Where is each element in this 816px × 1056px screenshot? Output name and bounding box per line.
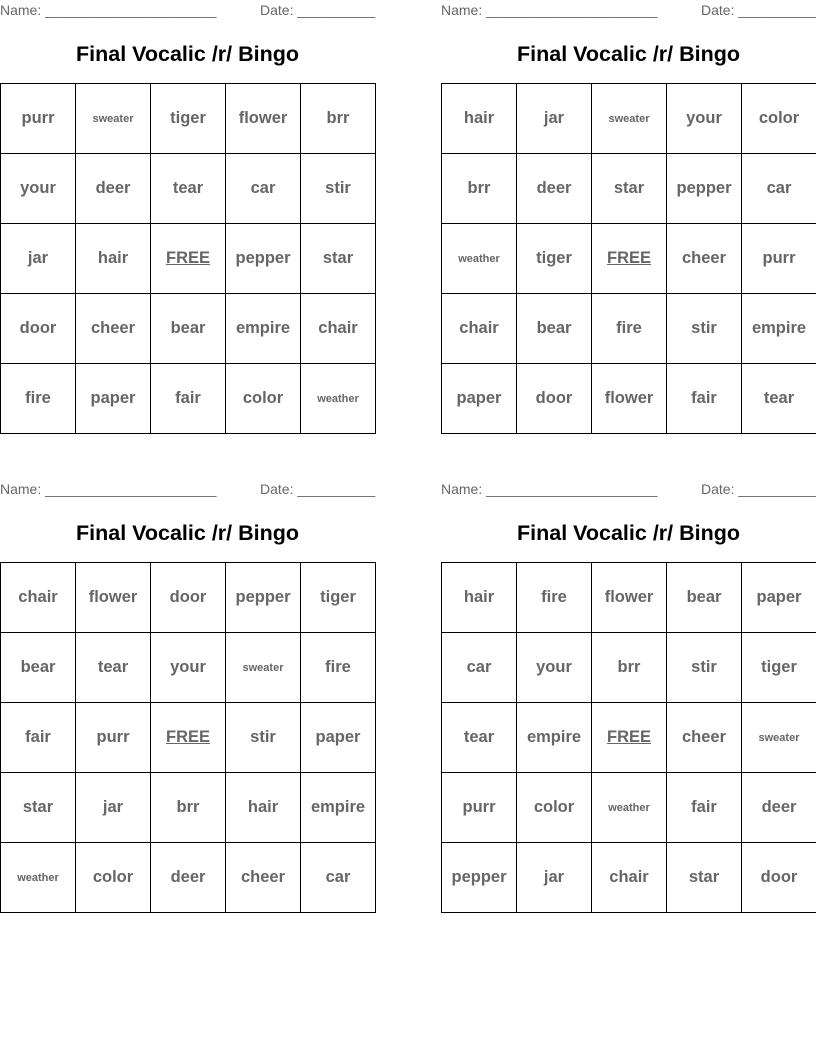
bingo-cell: weather <box>301 364 376 434</box>
bingo-row <box>1 294 376 364</box>
bingo-cell: chair <box>1 563 76 633</box>
bingo-row <box>1 154 376 224</box>
bingo-cell: bear <box>1 633 76 703</box>
bingo-cell: weather <box>592 773 667 843</box>
bingo-cell: paper <box>76 364 151 434</box>
name-field-label: Name: ______________________ <box>441 481 658 497</box>
bingo-cell: deer <box>151 843 226 913</box>
bingo-cell: purr <box>1 84 76 154</box>
bingo-cell: sweater <box>226 633 301 703</box>
bingo-cell: tiger <box>301 563 376 633</box>
bingo-cell: star <box>592 154 667 224</box>
bingo-grid <box>0 83 376 434</box>
bingo-row <box>1 703 376 773</box>
bingo-cell: deer <box>742 773 816 843</box>
bingo-row <box>1 563 376 633</box>
bingo-cell: deer <box>517 154 592 224</box>
bingo-cell: sweater <box>76 84 151 154</box>
card-header <box>441 481 816 499</box>
bingo-cell: tiger <box>742 633 816 703</box>
bingo-cell: paper <box>301 703 376 773</box>
free-space-cell: FREE <box>151 224 226 294</box>
date-field-label: Date: __________ <box>701 2 816 18</box>
bingo-cell: chair <box>442 294 517 364</box>
bingo-cell: cheer <box>226 843 301 913</box>
bingo-cell: door <box>1 294 76 364</box>
bingo-cell: brr <box>151 773 226 843</box>
bingo-cell: weather <box>442 224 517 294</box>
name-field-label: Name: ______________________ <box>441 2 658 18</box>
bingo-row <box>442 224 816 294</box>
bingo-grid <box>0 562 376 913</box>
bingo-row <box>442 294 816 364</box>
bingo-grid <box>441 83 816 434</box>
bingo-cell: hair <box>442 563 517 633</box>
date-field-label: Date: __________ <box>701 481 816 497</box>
bingo-cell: empire <box>517 703 592 773</box>
bingo-cell: fire <box>301 633 376 703</box>
bingo-cell: purr <box>76 703 151 773</box>
bingo-cell: paper <box>442 364 517 434</box>
bingo-cell: your <box>667 84 742 154</box>
card-header <box>0 2 375 20</box>
bingo-row <box>442 563 816 633</box>
bingo-cell: fire <box>1 364 76 434</box>
bingo-cell: jar <box>76 773 151 843</box>
bingo-cell: tiger <box>517 224 592 294</box>
bingo-cell: tear <box>742 364 816 434</box>
bingo-row <box>442 773 816 843</box>
bingo-cell: purr <box>442 773 517 843</box>
bingo-cell: chair <box>592 843 667 913</box>
bingo-cell: pepper <box>226 224 301 294</box>
bingo-cell: door <box>151 563 226 633</box>
bingo-cell: car <box>442 633 517 703</box>
bingo-row <box>1 843 376 913</box>
bingo-cell: flower <box>76 563 151 633</box>
bingo-cell: your <box>1 154 76 224</box>
bingo-row <box>1 364 376 434</box>
free-space-cell: FREE <box>592 224 667 294</box>
bingo-cell: purr <box>742 224 816 294</box>
bingo-cell: fire <box>592 294 667 364</box>
bingo-row <box>442 633 816 703</box>
bingo-cell: star <box>1 773 76 843</box>
bingo-grid <box>441 562 816 913</box>
bingo-cell: sweater <box>742 703 816 773</box>
bingo-cell: color <box>76 843 151 913</box>
bingo-cell: jar <box>517 84 592 154</box>
bingo-cell: bear <box>517 294 592 364</box>
bingo-card <box>0 0 375 435</box>
bingo-cell: color <box>226 364 301 434</box>
bingo-cell: stir <box>667 294 742 364</box>
card-title: Final Vocalic /r/ Bingo <box>76 521 299 545</box>
bingo-cell: stir <box>667 633 742 703</box>
bingo-cell: hair <box>76 224 151 294</box>
bingo-row <box>1 773 376 843</box>
bingo-cell: flower <box>592 364 667 434</box>
bingo-row <box>442 84 816 154</box>
bingo-cell: paper <box>742 563 816 633</box>
bingo-cell: brr <box>301 84 376 154</box>
bingo-cell: cheer <box>667 703 742 773</box>
card-title: Final Vocalic /r/ Bingo <box>517 42 740 66</box>
bingo-row <box>442 843 816 913</box>
bingo-cell: your <box>517 633 592 703</box>
bingo-cell: stir <box>226 703 301 773</box>
bingo-row <box>1 84 376 154</box>
bingo-cell: car <box>301 843 376 913</box>
bingo-cell: bear <box>151 294 226 364</box>
bingo-row <box>442 364 816 434</box>
bingo-cell: tear <box>442 703 517 773</box>
card-header <box>441 2 816 20</box>
free-space-cell: FREE <box>592 703 667 773</box>
bingo-cell: jar <box>1 224 76 294</box>
bingo-cell: door <box>517 364 592 434</box>
bingo-cell: pepper <box>667 154 742 224</box>
name-field-label: Name: ______________________ <box>0 2 217 18</box>
bingo-cell: empire <box>226 294 301 364</box>
bingo-card <box>441 0 816 435</box>
bingo-cell: fair <box>151 364 226 434</box>
bingo-cell: car <box>226 154 301 224</box>
bingo-cell: door <box>742 843 816 913</box>
bingo-cell: cheer <box>76 294 151 364</box>
name-field-label: Name: ______________________ <box>0 481 217 497</box>
bingo-card <box>441 479 816 914</box>
bingo-cell: color <box>742 84 816 154</box>
bingo-cell: car <box>742 154 816 224</box>
bingo-cell: deer <box>76 154 151 224</box>
bingo-cell: fair <box>667 364 742 434</box>
bingo-cell: your <box>151 633 226 703</box>
bingo-cell: sweater <box>592 84 667 154</box>
bingo-cell: jar <box>517 843 592 913</box>
bingo-cell: brr <box>442 154 517 224</box>
bingo-cell: pepper <box>442 843 517 913</box>
bingo-cell: weather <box>1 843 76 913</box>
bingo-cell: tear <box>76 633 151 703</box>
bingo-cell: star <box>667 843 742 913</box>
bingo-cell: fair <box>667 773 742 843</box>
card-title: Final Vocalic /r/ Bingo <box>76 42 299 66</box>
bingo-row <box>442 703 816 773</box>
bingo-row <box>1 633 376 703</box>
bingo-cell: brr <box>592 633 667 703</box>
bingo-row <box>1 224 376 294</box>
bingo-cell: chair <box>301 294 376 364</box>
card-header <box>0 481 375 499</box>
free-space-cell: FREE <box>151 703 226 773</box>
bingo-row <box>442 154 816 224</box>
bingo-cell: color <box>517 773 592 843</box>
bingo-cell: cheer <box>667 224 742 294</box>
bingo-cell: hair <box>442 84 517 154</box>
bingo-cell: flower <box>592 563 667 633</box>
bingo-cell: empire <box>742 294 816 364</box>
bingo-card <box>0 479 375 914</box>
bingo-cell: hair <box>226 773 301 843</box>
date-field-label: Date: __________ <box>260 2 376 18</box>
card-title: Final Vocalic /r/ Bingo <box>517 521 740 545</box>
bingo-cell: tear <box>151 154 226 224</box>
bingo-cell: tiger <box>151 84 226 154</box>
bingo-cell: flower <box>226 84 301 154</box>
date-field-label: Date: __________ <box>260 481 376 497</box>
bingo-cell: star <box>301 224 376 294</box>
bingo-cell: bear <box>667 563 742 633</box>
bingo-cell: pepper <box>226 563 301 633</box>
bingo-cell: empire <box>301 773 376 843</box>
bingo-cell: stir <box>301 154 376 224</box>
bingo-cell: fair <box>1 703 76 773</box>
bingo-cell: fire <box>517 563 592 633</box>
